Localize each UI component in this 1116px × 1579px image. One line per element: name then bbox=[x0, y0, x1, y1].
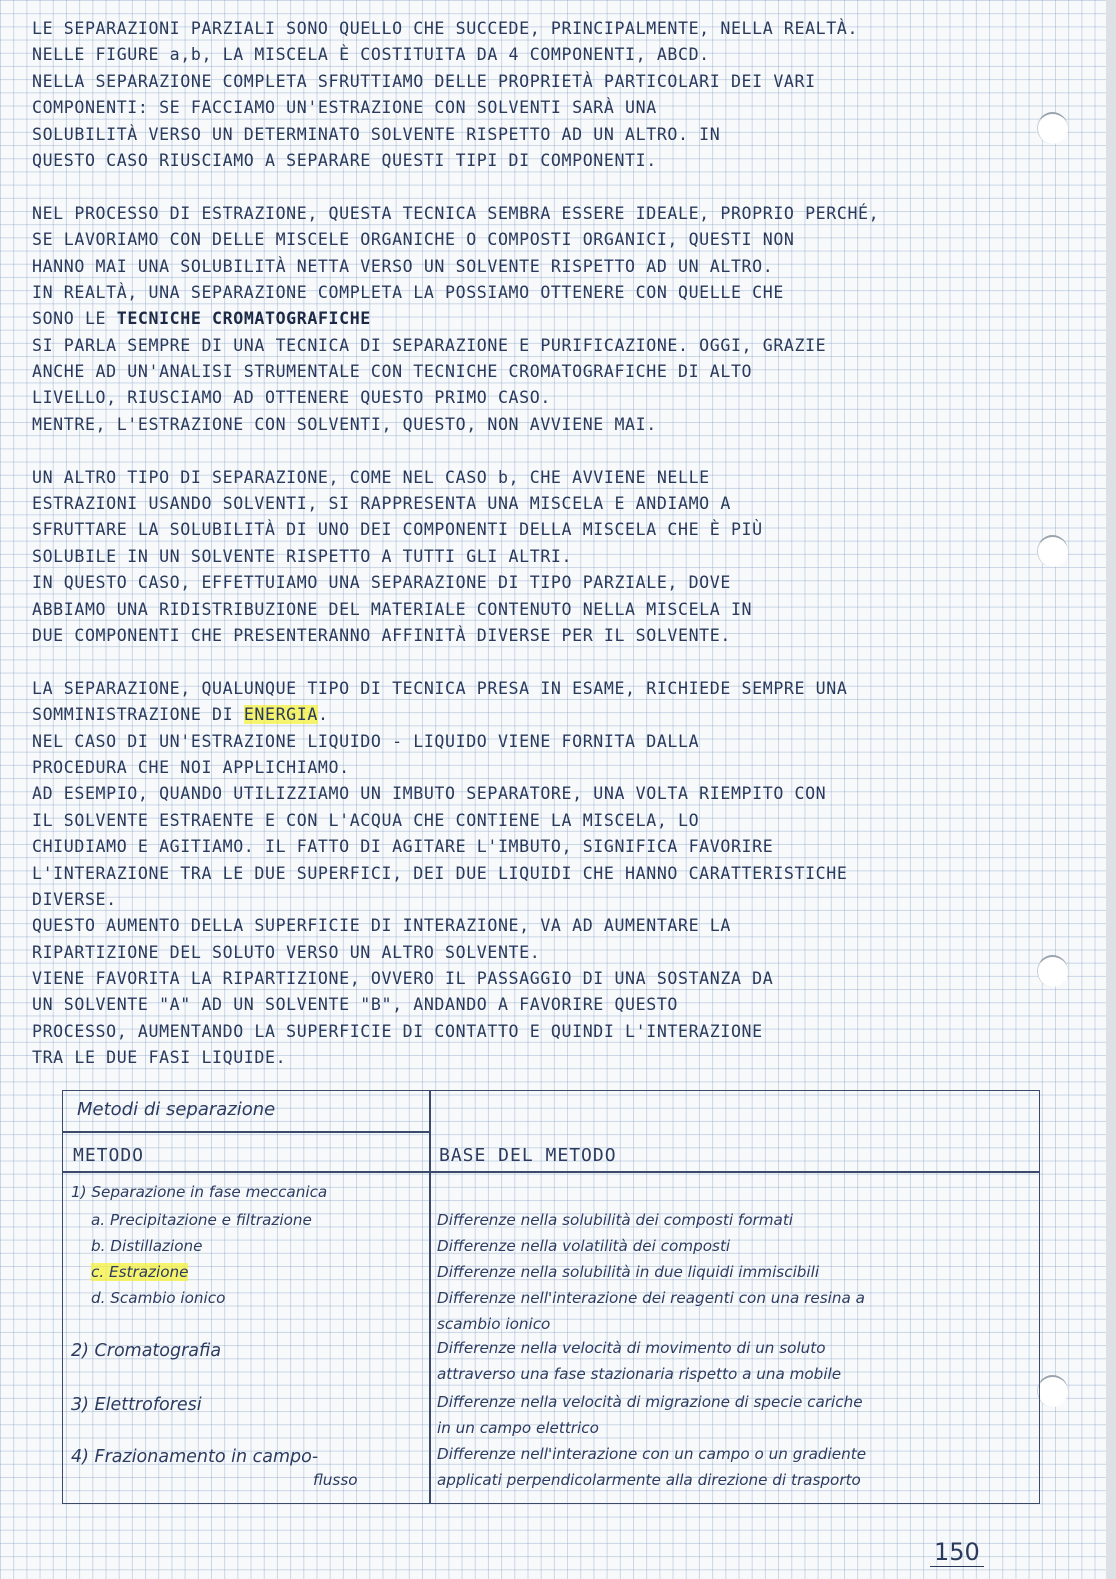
table-cell-basis: Differenze nella velocità di migrazione di specie cariche bbox=[437, 1393, 863, 1411]
handwritten-text bbox=[32, 16, 1082, 1072]
text-line: IN REALTÀ, UNA SEPARAZIONE COMPLETA LA POSSIAMO OTTENERE CON QUELLE CHE bbox=[32, 282, 784, 302]
table-cell-method: 3) Elettroforesi bbox=[71, 1395, 202, 1415]
text-line: HANNO MAI UNA SOLUBILITÀ NETTA VERSO UN SOLVENTE RISPETTO AD UN ALTRO. bbox=[32, 256, 774, 276]
table-cell-basis: Differenze nella solubilità dei composti formati bbox=[437, 1211, 794, 1229]
table-cell-basis: scambio ionico bbox=[437, 1315, 551, 1333]
text-line: NELLA SEPARAZIONE COMPLETA SFRUTTIAMO DELLE PROPRIETÀ PARTICOLARI DEI VARI bbox=[32, 71, 816, 91]
text-line: SI PARLA SEMPRE DI UNA TECNICA DI SEPARAZIONE E PURIFICAZIONE. OGGI, GRAZIE bbox=[32, 335, 827, 355]
table-caption: Metodi di separazione bbox=[77, 1099, 276, 1120]
text-line: AD ESEMPIO, QUANDO UTILIZZIAMO UN IMBUTO SEPARATORE, UNA VOLTA RIEMPITO CON bbox=[32, 784, 827, 804]
table-cell-basis: attraverso una fase stazionaria rispetto a una mobile bbox=[437, 1365, 842, 1383]
table-cell-basis: Differenze nella velocità di movimento di un soluto bbox=[437, 1339, 826, 1357]
separation-methods-table bbox=[62, 1090, 1040, 1504]
text-line: RIPARTIZIONE DEL SOLUTO VERSO UN ALTRO SOLVENTE. bbox=[32, 942, 541, 962]
text-line: SOLUBILE IN UN SOLVENTE RISPETTO A TUTTI GLI ALTRI. bbox=[32, 546, 573, 566]
text-line: SOMMINISTRAZIONE DI ENERGIA. bbox=[32, 705, 329, 725]
text-line: QUESTO AUMENTO DELLA SUPERFICIE DI INTERAZIONE, VA AD AUMENTARE LA bbox=[32, 916, 731, 936]
highlighted-term: TECNICHE CROMATOGRAFICHE bbox=[116, 309, 371, 329]
text-line: SFRUTTARE LA SOLUBILITÀ DI UNO DEI COMPONENTI DELLA MISCELA CHE È PIÙ bbox=[32, 520, 763, 540]
text-line: QUESTO CASO RIUSCIAMO A SEPARARE QUESTI TIPI DI COMPONENTI. bbox=[32, 150, 657, 170]
text-line: ANCHE AD UN'ANALISI STRUMENTALE CON TECNICHE CROMATOGRAFICHE DI ALTO bbox=[32, 362, 753, 382]
text-line: LIVELLO, RIUSCIAMO AD OTTENERE QUESTO PRIMO CASO. bbox=[32, 388, 551, 408]
table-cell-method: a. Precipitazione e filtrazione bbox=[91, 1211, 312, 1229]
binder-hole bbox=[1037, 1375, 1068, 1407]
text-line: TRA LE DUE FASI LIQUIDE. bbox=[32, 1048, 287, 1068]
text-line: L'INTERAZIONE TRA LE DUE SUPERFICI, DEI DUE LIQUIDI CHE HANNO CARATTERISTICHE bbox=[32, 863, 848, 883]
text-line: UN SOLVENTE "A" AD UN SOLVENTE "B", ANDANDO A FAVORIRE QUESTO bbox=[32, 995, 679, 1015]
text-line: NEL PROCESSO DI ESTRAZIONE, QUESTA TECNICA SEMBRA ESSERE IDEALE, PROPRIO PERCHÉ, bbox=[32, 203, 880, 223]
text-line: MENTRE, L'ESTRAZIONE CON SOLVENTI, QUESTO, NON AVVIENE MAI. bbox=[32, 414, 657, 434]
table-cell-method: b. Distillazione bbox=[91, 1237, 203, 1255]
text-line: DUE COMPONENTI CHE PRESENTERANNO AFFINITÀ DIVERSE PER IL SOLVENTE. bbox=[32, 625, 731, 645]
table-cell-basis: Differenze nella solubilità in due liquidi immiscibili bbox=[437, 1263, 820, 1281]
text-line: SOLUBILITÀ VERSO UN DETERMINATO SOLVENTE RISPETTO AD UN ALTRO. IN bbox=[32, 124, 721, 144]
text-line: IL SOLVENTE ESTRAENTE E CON L'ACQUA CHE CONTIENE LA MISCELA, LO bbox=[32, 810, 700, 830]
table-cell-method: flusso bbox=[313, 1471, 358, 1489]
text-line: LA SEPARAZIONE, QUALUNQUE TIPO DI TECNICA PRESA IN ESAME, RICHIEDE SEMPRE UNA bbox=[32, 678, 848, 698]
text-fragment: SONO LE bbox=[32, 309, 107, 329]
text-line: ABBIAMO UNA RIDISTRIBUZIONE DEL MATERIALE CONTENUTO NELLA MISCELA IN bbox=[32, 599, 753, 619]
text-fragment: SOMMINISTRAZIONE DI bbox=[32, 705, 234, 725]
page-number: 150 bbox=[930, 1538, 984, 1567]
text-line: PROCESSO, AUMENTANDO LA SUPERFICIE DI CONTATTO E QUINDI L'INTERAZIONE bbox=[32, 1021, 763, 1041]
text-line: ESTRAZIONI USANDO SOLVENTI, SI RAPPRESENTA UNA MISCELA E ANDIAMO A bbox=[32, 494, 731, 514]
text-line: VIENE FAVORITA LA RIPARTIZIONE, OVVERO IL PASSAGGIO DI UNA SOSTANZA DA bbox=[32, 969, 774, 989]
table-cell-basis: in un campo elettrico bbox=[437, 1419, 599, 1437]
text-line: NEL CASO DI UN'ESTRAZIONE LIQUIDO - LIQUIDO VIENE FORNITA DALLA bbox=[32, 731, 700, 751]
table-cell-basis: Differenze nell'interazione con un campo o un gradiente bbox=[437, 1445, 867, 1463]
table-cell-method bbox=[91, 1263, 188, 1281]
table-cell-method: d. Scambio ionico bbox=[91, 1289, 226, 1307]
table-cell-basis: Differenze nella volatilità dei composti bbox=[437, 1237, 731, 1255]
table-cell-method: 4) Frazionamento in campo- bbox=[71, 1447, 319, 1467]
text-line: PROCEDURA CHE NOI APPLICHIAMO. bbox=[32, 757, 350, 777]
text-line: LE SEPARAZIONI PARZIALI SONO QUELLO CHE SUCCEDE, PRINCIPALMENTE, NELLA REALTÀ. bbox=[32, 19, 859, 38]
text-line: DIVERSE. bbox=[32, 889, 117, 909]
text-line: IN QUESTO CASO, EFFETTUIAMO UNA SEPARAZIONE DI TIPO PARZIALE, DOVE bbox=[32, 573, 731, 593]
text-line: SE LAVORIAMO CON DELLE MISCELE ORGANICHE O COMPOSTI ORGANICI, QUESTI NON bbox=[32, 230, 795, 250]
column-header-method: METODO bbox=[73, 1145, 145, 1166]
text-line: UN ALTRO TIPO DI SEPARAZIONE, COME NEL CASO b, CHE AVVIENE NELLE bbox=[32, 467, 710, 487]
table-cell-basis: applicati perpendicolarmente alla direzione di trasporto bbox=[437, 1471, 861, 1489]
text-line bbox=[32, 306, 1082, 332]
text-line: NELLE FIGURE a,b, LA MISCELA È COSTITUITA DA 4 COMPONENTI, ABCD. bbox=[32, 45, 710, 65]
column-header-basis: BASE DEL METODO bbox=[439, 1145, 617, 1166]
text-line: CHIUDIAMO E AGITIAMO. IL FATTO DI AGITARE L'IMBUTO, SIGNIFICA FAVORIRE bbox=[32, 837, 774, 857]
highlighted-term: c. Estrazione bbox=[91, 1263, 189, 1281]
text-line: COMPONENTI: SE FACCIAMO UN'ESTRAZIONE CON SOLVENTI SARÀ UNA bbox=[32, 98, 657, 118]
table-cell-basis: Differenze nell'interazione dei reagenti con una resina a bbox=[437, 1289, 865, 1307]
table-cell-method: 1) Separazione in fase meccanica bbox=[71, 1183, 328, 1201]
highlighted-term: ENERGIA bbox=[243, 705, 318, 725]
table-cell-method: 2) Cromatografia bbox=[71, 1341, 222, 1361]
